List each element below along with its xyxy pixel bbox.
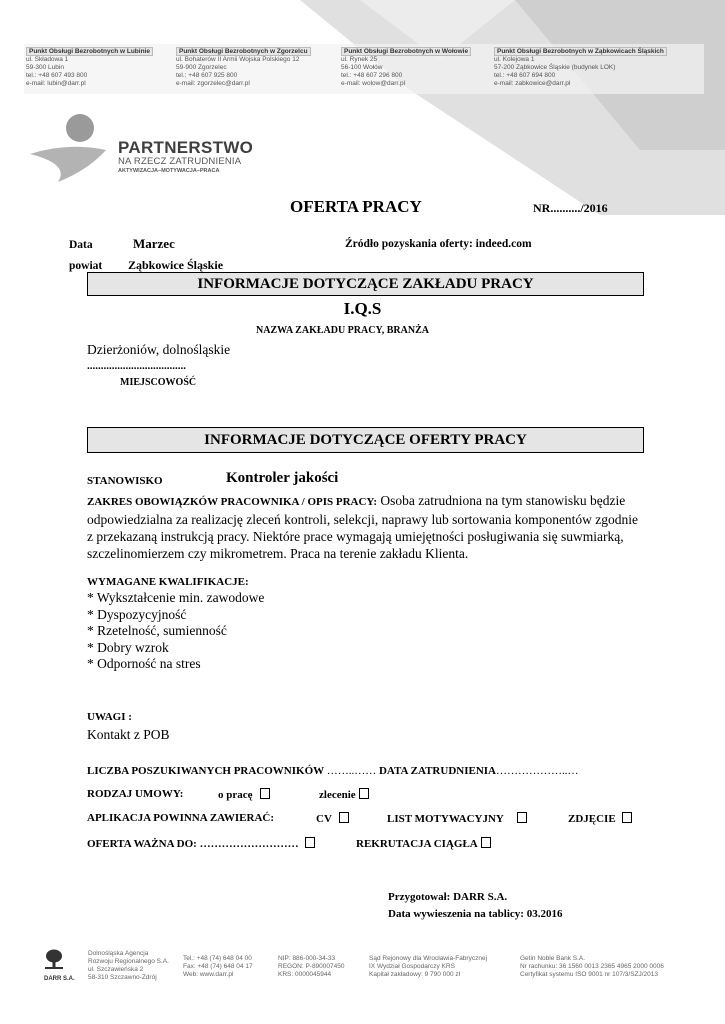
- office-line: e-mail: zgorzelec@darr.pl: [176, 80, 250, 87]
- partnerstwo-logo-icon: [28, 112, 110, 184]
- application-photo-label: ZDJĘCIE: [568, 813, 616, 825]
- notes-value: Kontakt z POB: [87, 727, 170, 742]
- footer-line: Kapitał zakładowy: 9 790 000 zł: [369, 971, 461, 978]
- continuous-checkbox[interactable]: [481, 837, 491, 848]
- valid-dots: ………………………: [199, 838, 299, 850]
- footer-line: Tel.: +48 (74) 648 04 00: [183, 955, 252, 962]
- footer-line: KRS: 0000045944: [278, 971, 332, 978]
- qualification-item: * Dyspozycyjność: [87, 606, 187, 622]
- county-label: powiat: [69, 260, 103, 272]
- office-line: 56-100 Wołów: [341, 64, 383, 71]
- footer-line: Dolnośląska Agencja: [88, 950, 149, 957]
- date-value: Marzec: [133, 236, 175, 251]
- application-cv[interactable]: [316, 812, 349, 825]
- location-caption: MIEJSCOWOŚĆ: [120, 377, 197, 388]
- office-name: Punkt Obsługi Bezrobotnych w Wołowie: [341, 47, 471, 56]
- application-cv-label: CV: [316, 813, 332, 825]
- prepared-label: Przygotował:: [388, 891, 451, 903]
- posted-label: Data wywieszenia na tablicy:: [388, 908, 524, 920]
- application-photo[interactable]: [568, 812, 632, 825]
- duties-label: ZAKRES OBOWIĄZKÓW PRACOWNIKA / OPIS PRACY:: [87, 496, 378, 508]
- cv-checkbox[interactable]: [339, 812, 349, 823]
- footer-line: Rozwoju Regionalnego S.A.: [88, 958, 169, 965]
- footer-line: ul. Szczawieńska 2: [88, 966, 144, 973]
- duties-text: Osoba zatrudniona na tym stanowisku będzie odpowiedzialna za realizację zleceń kontroli, selekcji, naprawy lub sortowania komponentów zgodnie z przekazaną instrukcją pracy. Niektóre prace wymagają umiejętności posługiwania się suwmiarką, szczelinomierzem czy mikrometrem. Praca na terenie zakładu Klienta.: [87, 493, 639, 561]
- office-line: 57-200 Ząbkowice Śląskie (budynek LOK): [494, 64, 616, 71]
- prepared-value: DARR S.A.: [453, 891, 508, 903]
- footer-line: IX Wydział Gospodarczy KRS: [369, 963, 455, 970]
- footer-court: [369, 955, 487, 979]
- contract-label: RODZAJ UMOWY:: [87, 788, 184, 800]
- continuous-recruitment[interactable]: [356, 837, 491, 850]
- footer-line: Nr rachunku: 36 1560 0013 2365 4965 2000 0006: [520, 963, 664, 970]
- source-label: Źródło pozyskania oferty:: [345, 238, 473, 250]
- office-line: tel.: +48 607 296 800: [341, 72, 403, 79]
- qualification-item: * Dobry wzrok: [87, 639, 169, 655]
- footer-line: Web: www.darr.pl: [183, 971, 234, 978]
- section-company-header: INFORMACJE DOTYCZĄCE ZAKŁADU PRACY: [87, 272, 644, 296]
- company-name: I.Q.S: [343, 299, 382, 318]
- office-zgorzelec: [176, 47, 311, 88]
- office-line: ul. Składowa 1: [26, 56, 69, 63]
- footer-line: Sąd Rejonowy dla Wrocławia-Fabrycznej: [369, 955, 488, 962]
- footer-bank: [520, 955, 664, 979]
- qualification-item: * Odporność na stres: [87, 656, 201, 671]
- footer-contact: [183, 955, 253, 979]
- valid-line: [87, 837, 315, 850]
- qualifications-list: [87, 590, 264, 673]
- position-label: STANOWISKO: [87, 475, 163, 487]
- source-value: indeed.com: [475, 238, 532, 250]
- office-zabkowice: [494, 47, 667, 88]
- footer-line: REGON: P-890007450: [278, 963, 345, 970]
- source-line: [345, 238, 532, 250]
- qualifications-label: WYMAGANE KWALIFIKACJE:: [87, 576, 249, 588]
- letter-checkbox[interactable]: [517, 812, 527, 823]
- posted-value: 03.2016: [526, 908, 563, 920]
- offer-number: NR........../2016: [533, 201, 608, 215]
- footer-registration: [278, 955, 344, 979]
- valid-label: OFERTA WAŻNA DO:: [87, 838, 197, 850]
- office-line: tel.: +48 607 925 800: [176, 72, 238, 79]
- office-name: Punkt Obsługi Bezrobotnych w Lubinie: [26, 47, 153, 56]
- contract-employment-checkbox[interactable]: [260, 788, 270, 799]
- office-line: tel.: +48 607 694 800: [494, 72, 556, 79]
- workers-line: [87, 765, 579, 777]
- darr-tree-logo-icon: [42, 948, 66, 974]
- logo-tagline: AKTYWIZACJA–MOTYWACJA–PRACA: [118, 168, 220, 174]
- office-line: ul. Rynek 25: [341, 56, 378, 63]
- application-letter-label: LIST MOTYWACYJNY: [387, 813, 504, 825]
- county-value: Ząbkowice Śląskie: [128, 258, 224, 272]
- prepared-by: [388, 891, 507, 903]
- darr-label: DARR S.A.: [44, 976, 75, 982]
- contract-option-commission[interactable]: [319, 788, 369, 801]
- office-name: Punkt Obsługi Bezrobotnych w Ząbkowicach Śląskich: [494, 47, 667, 56]
- office-line: e-mail: wolow@darr.pl: [341, 80, 406, 87]
- page-title: OFERTA PRACY: [290, 197, 422, 216]
- office-line: ul. Bohaterów II Armii Wojska Polskiego 12: [176, 56, 300, 63]
- office-line: tel.: +48 607 493 800: [26, 72, 88, 79]
- company-caption: NAZWA ZAKŁADU PRACY, BRANŻA: [256, 325, 429, 336]
- section-offer-header: INFORMACJE DOTYCZĄCE OFERTY PRACY: [87, 427, 644, 453]
- contract-commission-checkbox[interactable]: [359, 788, 369, 799]
- footer-line: Fax: +48 (74) 648 04 17: [183, 963, 253, 970]
- contract-option-employment[interactable]: [218, 788, 270, 801]
- logo-subtitle: NA RZECZ ZATRUDNIENIA: [118, 156, 242, 167]
- footer-line: Getin Noble Bank S.A.: [520, 955, 586, 962]
- date-label: Data: [69, 239, 93, 251]
- contract-option-employment-label: o pracę: [218, 789, 253, 801]
- duties-block: [87, 492, 647, 562]
- office-name: Punkt Obsługi Bezrobotnych w Zgorzelcu: [176, 47, 311, 56]
- office-line: ul. Kolejowa 1: [494, 56, 535, 63]
- qualification-item: * Rzetelność, sumienność: [87, 623, 227, 638]
- start-dots: ………………..…: [496, 765, 579, 777]
- application-letter[interactable]: [387, 812, 527, 825]
- contract-option-commission-label: zlecenie: [319, 789, 356, 801]
- application-label: APLIKACJA POWINNA ZAWIERAĆ:: [87, 812, 275, 824]
- workers-dots: ……..……: [326, 765, 377, 777]
- start-label: DATA ZATRUDNIENIA: [378, 765, 496, 777]
- workers-label: LICZBA POSZUKIWANYCH PRACOWNIKÓW: [87, 765, 324, 777]
- location-dots: ....................................: [87, 360, 186, 372]
- photo-checkbox[interactable]: [622, 812, 632, 823]
- office-line: 59-300 Lubin: [26, 64, 64, 71]
- footer-org: [88, 950, 169, 982]
- office-line: e-mail: zabkowice@darr.pl: [494, 80, 571, 87]
- qualification-item: * Wykształcenie min. zawodowe: [87, 590, 265, 605]
- office-lubin: [26, 47, 153, 88]
- logo-title: PARTNERSTWO: [118, 138, 254, 157]
- continuous-label: REKRUTACJA CIĄGŁA: [356, 838, 478, 850]
- footer-line: 58-310 Szczawno-Zdrój: [88, 974, 157, 981]
- notes-label: UWAGI :: [87, 711, 132, 723]
- office-line: e-mail: lubin@darr.pl: [26, 80, 86, 87]
- office-line: 59-900 Zgorzelec: [176, 64, 227, 71]
- position-value: Kontroler jakości: [226, 470, 339, 486]
- location-value: Dzierżoniów, dolnośląskie: [87, 342, 231, 357]
- footer-line: NIP: 886-000-34-33: [278, 955, 336, 962]
- footer-line: Certyfikat systemu ISO 9001 nr 107/3/SZJ/2013: [520, 971, 659, 978]
- posted-date: [388, 908, 562, 920]
- office-wolow: [341, 47, 471, 88]
- valid-checkbox[interactable]: [305, 837, 315, 848]
